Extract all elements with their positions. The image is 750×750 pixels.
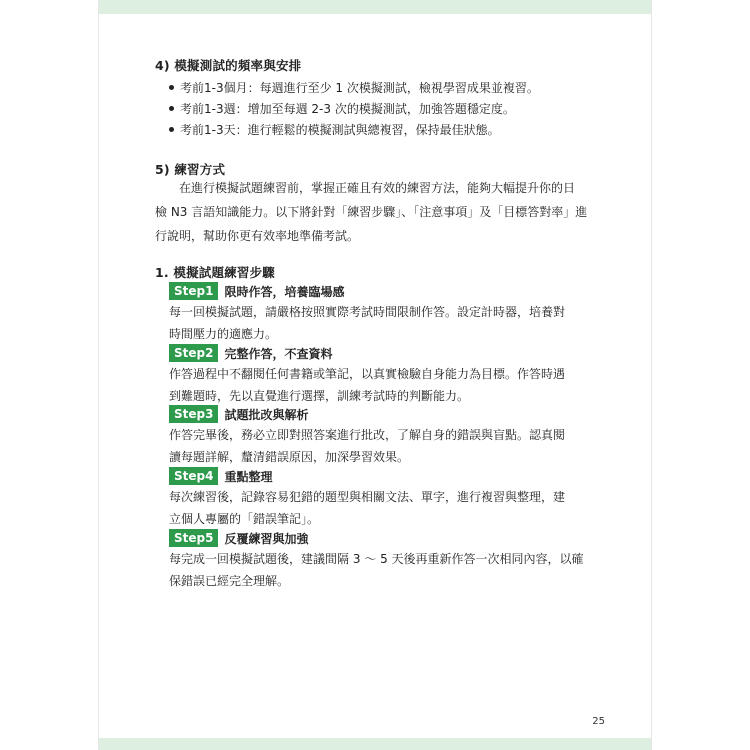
step-line: 每完成一回模擬試題後，建議間隔 3 ～ 5 天後再重新作答一次相同內容，以確 [169, 552, 584, 566]
step-2-body [169, 363, 609, 407]
step-line: 保錯誤已經完全理解。 [169, 574, 290, 588]
document-page [98, 0, 652, 750]
paragraph-line: 檢 N3 言語知識能力。以下將針對「練習步驟」、「注意事項」及「目標答對率」進 [155, 205, 588, 219]
step-badge: Step3 [169, 405, 218, 423]
page-number: 25 [592, 716, 605, 727]
step-title: 完整作答，不查資料 [224, 346, 333, 361]
step-title: 重點整理 [224, 469, 273, 484]
bullet-dot-icon [169, 106, 174, 111]
step-line: 作答完畢後，務必立即對照答案進行批改，了解自身的錯誤與盲點。認真閱 [169, 428, 566, 442]
step-line: 每一回模擬試題，請嚴格按照實際考試時間限制作答。設定計時器，培養對 [169, 305, 566, 319]
step-line: 立個人專屬的「錯誤筆記」。 [169, 512, 320, 526]
step-badge: Step1 [169, 282, 218, 300]
paragraph-line: 行說明，幫助你更有效率地準備考試。 [155, 229, 360, 243]
step-title: 試題批改與解析 [224, 407, 309, 422]
section-5-heading: 5) 練習方式 [155, 162, 226, 177]
bottom-band [99, 738, 651, 750]
step-line: 時間壓力的適應力。 [169, 327, 278, 341]
steps-heading: 1. 模擬試題練習步驟 [155, 265, 275, 280]
step-5-body [169, 548, 609, 592]
bullet-item [169, 79, 539, 96]
step-4-header [169, 467, 272, 485]
step-badge: Step4 [169, 467, 218, 485]
step-line: 作答過程中不翻閱任何書籍或筆記，以真實檢驗自身能力為目標。作答時遇 [169, 367, 566, 381]
step-title: 限時作答，培養臨場感 [224, 284, 345, 299]
top-band [99, 0, 651, 14]
bullet-item [169, 121, 500, 138]
section-5-paragraph [155, 176, 607, 248]
step-badge: Step2 [169, 344, 218, 362]
section-4-heading: 4) 模擬測試的頻率與安排 [155, 58, 302, 73]
step-4-body [169, 486, 609, 530]
step-3-body [169, 424, 609, 468]
bullet-dot-icon [169, 85, 174, 90]
bullet-text: 考前1-3個月：每週進行至少 1 次模擬測試，檢視學習成果並複習。 [180, 81, 539, 95]
paragraph-line: 在進行模擬試題練習前，掌握正確且有效的練習方法，能夠大幅提升你的日 [155, 181, 576, 195]
step-1-body [169, 301, 609, 345]
bullet-item [169, 100, 515, 117]
step-1-header [169, 282, 344, 300]
step-line: 到難題時，先以直覺進行選擇，訓練考試時的判斷能力。 [169, 389, 470, 403]
bullet-dot-icon [169, 127, 174, 132]
step-badge: Step5 [169, 529, 218, 547]
step-2-header [169, 344, 332, 362]
step-title: 反覆練習與加強 [224, 531, 309, 546]
step-line: 讀每題詳解，釐清錯誤原因，加深學習效果。 [169, 450, 410, 464]
step-5-header [169, 529, 308, 547]
step-line: 每次練習後，記錄容易犯錯的題型與相關文法、單字，進行複習與整理，建 [169, 490, 566, 504]
bullet-text: 考前1-3天：進行輕鬆的模擬測試與總複習，保持最佳狀態。 [180, 123, 500, 137]
step-3-header [169, 405, 308, 423]
bullet-text: 考前1-3週：增加至每週 2-3 次的模擬測試，加強答題穩定度。 [180, 102, 515, 116]
